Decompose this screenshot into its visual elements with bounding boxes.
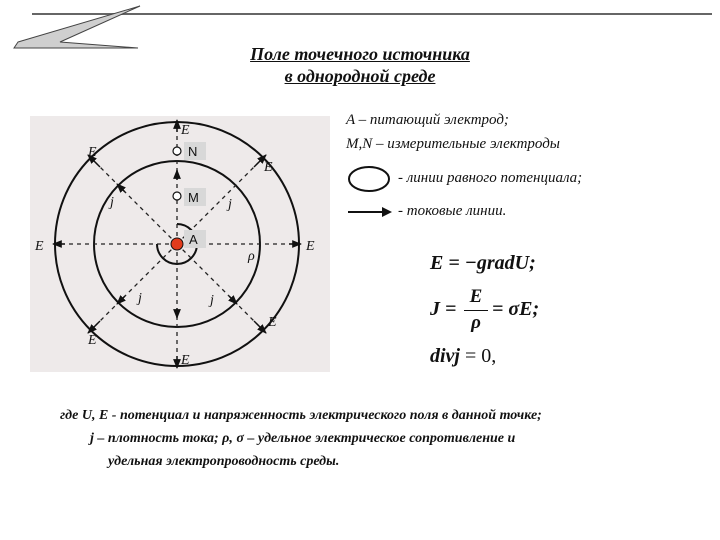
formula-field-gradient: E = −gradU; xyxy=(430,252,536,274)
label-j-right: j xyxy=(228,197,232,212)
formula-fraction-numerator: E xyxy=(469,286,483,307)
formula-current-rhs: = σE; xyxy=(492,298,540,320)
label-rho: ρ xyxy=(248,249,255,264)
label-j-left: j xyxy=(110,195,114,210)
electrode-m-label: M xyxy=(188,190,199,205)
formula-divergence-lhs: divj xyxy=(430,345,460,367)
electrode-n-label: N xyxy=(188,144,198,159)
legend-source-electrode: A – питающий электрод; xyxy=(346,112,509,128)
arrow-swoosh-icon xyxy=(14,6,140,48)
electrode-a xyxy=(171,238,183,250)
label-e-left: E xyxy=(35,239,44,254)
formula-fraction-bar xyxy=(464,310,488,311)
page-title-line2: в однородной среде xyxy=(284,66,436,86)
formula-divergence xyxy=(430,345,496,368)
electrode-m xyxy=(173,192,181,200)
formula-fraction-denominator: ρ xyxy=(471,312,481,333)
formula-current-lhs: J = xyxy=(430,298,457,320)
current-line-legend-icon xyxy=(346,205,394,219)
label-j-bottom-left: j xyxy=(138,291,142,306)
electrode-a-label: A xyxy=(189,232,198,247)
label-e-bottom: E xyxy=(181,353,190,368)
label-e-left-bottom: E xyxy=(88,333,97,348)
caption-line1: где U, E - потенциал и напряженность электрического поля в данной точке; xyxy=(60,408,542,423)
label-e-right-bottom: E xyxy=(268,315,277,330)
label-j-bottom-right: j xyxy=(210,293,214,308)
caption-line2: j – плотность тока; ρ, σ – удельное электрическое сопротивление и xyxy=(90,431,516,446)
legend-equipotential: - линии равного потенциала; xyxy=(398,170,583,186)
label-e-top: E xyxy=(181,123,190,138)
caption-line3: удельная электропроводность среды. xyxy=(108,454,340,469)
formula-divergence-rhs: = 0, xyxy=(460,345,497,367)
legend-measuring-electrodes: M,N – измерительные электроды xyxy=(346,136,560,152)
electrode-n xyxy=(173,147,181,155)
point-source-field-diagram xyxy=(30,116,330,372)
legend-current-lines: - токовые линии. xyxy=(398,203,507,219)
page-title-line1: Поле точечного источника xyxy=(250,44,470,64)
label-e-right: E xyxy=(306,239,315,254)
label-e-right-top: E xyxy=(264,160,273,175)
equipotential-legend-icon xyxy=(346,164,392,194)
label-e-left-top: E xyxy=(88,145,97,160)
